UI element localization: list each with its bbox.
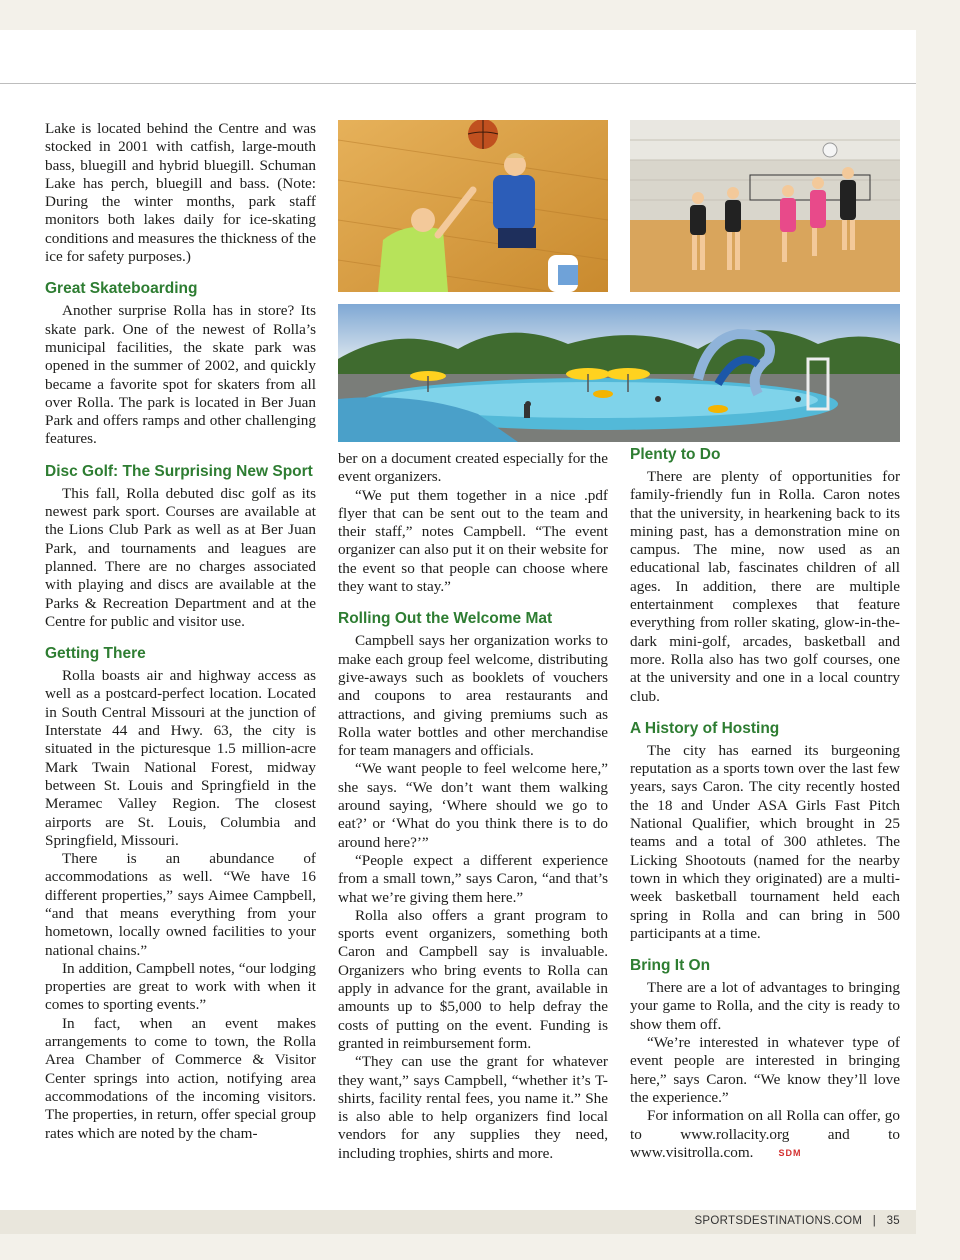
intro-paragraph: Lake is located behind the Centre and was stocked in 2001 with catfish, large-mouth bass, bluegill and hybrid bluegill. Schuman Lake has perch, bluegill and bass. (Note: During the winter months, park staff monitors both lakes daily for ice-skating conditions and measures the thickness of the ice for safety purposes.) [45, 120, 316, 266]
pdf-flyer-paragraph: “We put them together in a nice .pdf flyer that can be sent out to the team and their staff,” notes Campbell. “The event organizer can also put it on their website for the event so that people can choose where they want to stay.” [338, 486, 608, 596]
continued-paragraph: ber on a document created especially for the event organizers. [338, 450, 608, 486]
disc-golf-paragraph: This fall, Rolla debuted disc golf as its newest park sport. Courses are available at the Lions Club Park as well as at Ber Juan Park, and tournaments and leagues are planned. There are no charges associated with playing and discs are available at the Parks & Recreation Department and at the Centre for public and visitor use. [45, 484, 316, 630]
getting-there-paragraph-4: In fact, when an event makes arrangements to come to town, the Rolla Area Chamber of Commerce & Visitor Center springs into action, notifying area accommodations of the incoming visitors. The properties, in return, offer special group rates which are noted by the cham- [45, 1014, 316, 1142]
sdm-end-mark: SDM [778, 1147, 802, 1158]
heading-getting-there: Getting There [45, 645, 146, 663]
heading-bring-it-on: Bring It On [630, 957, 711, 975]
skate-paragraph: Another surprise Rolla has in store? Its skate park. One of the newest of Rolla’s municipal facilities, the skate park was opened in the summer of 2002, and quickly became a favorite spot for skaters from all over Rolla. The park is located in Ber Juan Park and offers ramps and other challenging features. [45, 302, 316, 448]
getting-there-paragraph-3: In addition, Campbell notes, “our lodging properties are great to work with when it comes to sporting events.” [45, 959, 316, 1014]
page-footer [0, 1210, 916, 1234]
page-number: 35 [886, 1215, 900, 1227]
heading-great-skateboarding: Great Skateboarding [45, 280, 198, 298]
plenty-paragraph: There are plenty of opportunities for family-friendly fun in Rolla. Caron notes that the university, in hearkening back to its mining past, has a demonstration mine on campus. The mine, now used as an educational lab, fascinates children of all ages. In addition, there are multiple entertainment complexes that feature everything from roller skating, glow-in-the-dark mini-golf, arcades, basketball and more. Rolla also has two golf courses, one at the university and one in a local country club. [630, 468, 900, 705]
basketball-photo-image [338, 120, 608, 292]
volleyball-photo-image [630, 120, 900, 292]
welcome-paragraph-1: Campbell says her organization works to make each group feel welcome, distributing give-aways such as booklets of vouchers and coupons to area restaurants and attractions, and giving premiums such as Rolla water bottles and other merchandise for team managers and officials. [338, 632, 608, 760]
heading-plenty-to-do: Plenty to Do [630, 446, 721, 463]
bring-paragraph-3-text: For information on all Rolla can offer, go to www.rollacity.org and to www.visitrolla.com. [630, 1107, 900, 1161]
bring-paragraph-1: There are a lot of advantages to bringing your game to Rolla, and the city is ready to show them off. [630, 979, 900, 1033]
volleyball-photo [630, 120, 900, 292]
history-paragraph: The city has earned its burgeoning reputation as a sports town over the last few years, says Caron. The city recently hosted the 18 and Under ASA Girls Fast Pitch National Qualifier, which brought in 25 teams and a total of 300 athletes. The Licking Shootouts (named for the nearby town in which they originated) are a multi-week basketball tournament held each spring in Rolla and can bring in 500 participants at a time. [630, 741, 900, 942]
welcome-paragraph-4: Rolla also offers a grant program to sports event organizers, something both Caron and Campbell say is invaluable. Organizers who bring events to Rolla can apply in advance for the grant, available in amounts up to $5,000 to help defray the costs of putting on the event. Funding is granted in reimbursement form. [338, 906, 608, 1052]
header-rule [0, 83, 916, 84]
heading-welcome-mat: Rolling Out the Welcome Mat [338, 610, 553, 628]
basketball-photo [338, 120, 608, 292]
footer-site: SPORTSDESTINATIONS.COM [694, 1215, 863, 1227]
bring-paragraph-3 [630, 1107, 900, 1162]
bring-paragraph-2: “We’re interested in whatever type of event people are interested in bringing here,” says Caron. “We know they’ll love the experience.” [630, 1034, 900, 1106]
column-middle [338, 450, 608, 1163]
footer-text [694, 1215, 900, 1227]
pool-panorama-photo [338, 304, 900, 442]
heading-history-of-hosting: A History of Hosting [630, 719, 780, 737]
getting-there-paragraph-2: There is an abundance of accommodations as well. “We have 16 different properties,” says Aimee Campbell, “and that means everything from your hometown, locally owned facilities to your national chains.” [45, 850, 316, 959]
welcome-paragraph-2: “We want people to feel welcome here,” she says. “We don’t want them walking around saying, ‘Where should we go to eat?’ or ‘What do you think there is to do around here?’” [338, 760, 608, 851]
footer-separator: | [872, 1215, 877, 1227]
getting-there-paragraph-1: Rolla boasts air and highway access as well as a postcard-perfect location. Located in South Central Missouri at the junction of Interstate 44 and Hwy. 63, the city is situated in the picturesque 1.5 million-acre Mark Twain National Forest, midway between St. Louis and Springfield in the Meramec Valley Region. The closest airports are St. Louis, Columbia and Springfield, Missouri. [45, 667, 316, 849]
welcome-paragraph-3: “People expect a different experience from a small town,” says Caron, “and that’s what we’re giving them here.” [338, 851, 608, 906]
pool-photo-image [338, 304, 900, 442]
column-right [630, 444, 900, 1162]
column-left [45, 120, 316, 1143]
welcome-paragraph-5: “They can use the grant for whatever they want,” says Campbell, “whether it’s T-shirts, facility rental fees, you name it.” She is also able to help organizers find local vendors for any supplies they need, including trophies, shirts and more. [338, 1053, 608, 1162]
heading-disc-golf: Disc Golf: The Surprising New Sport [45, 462, 313, 480]
